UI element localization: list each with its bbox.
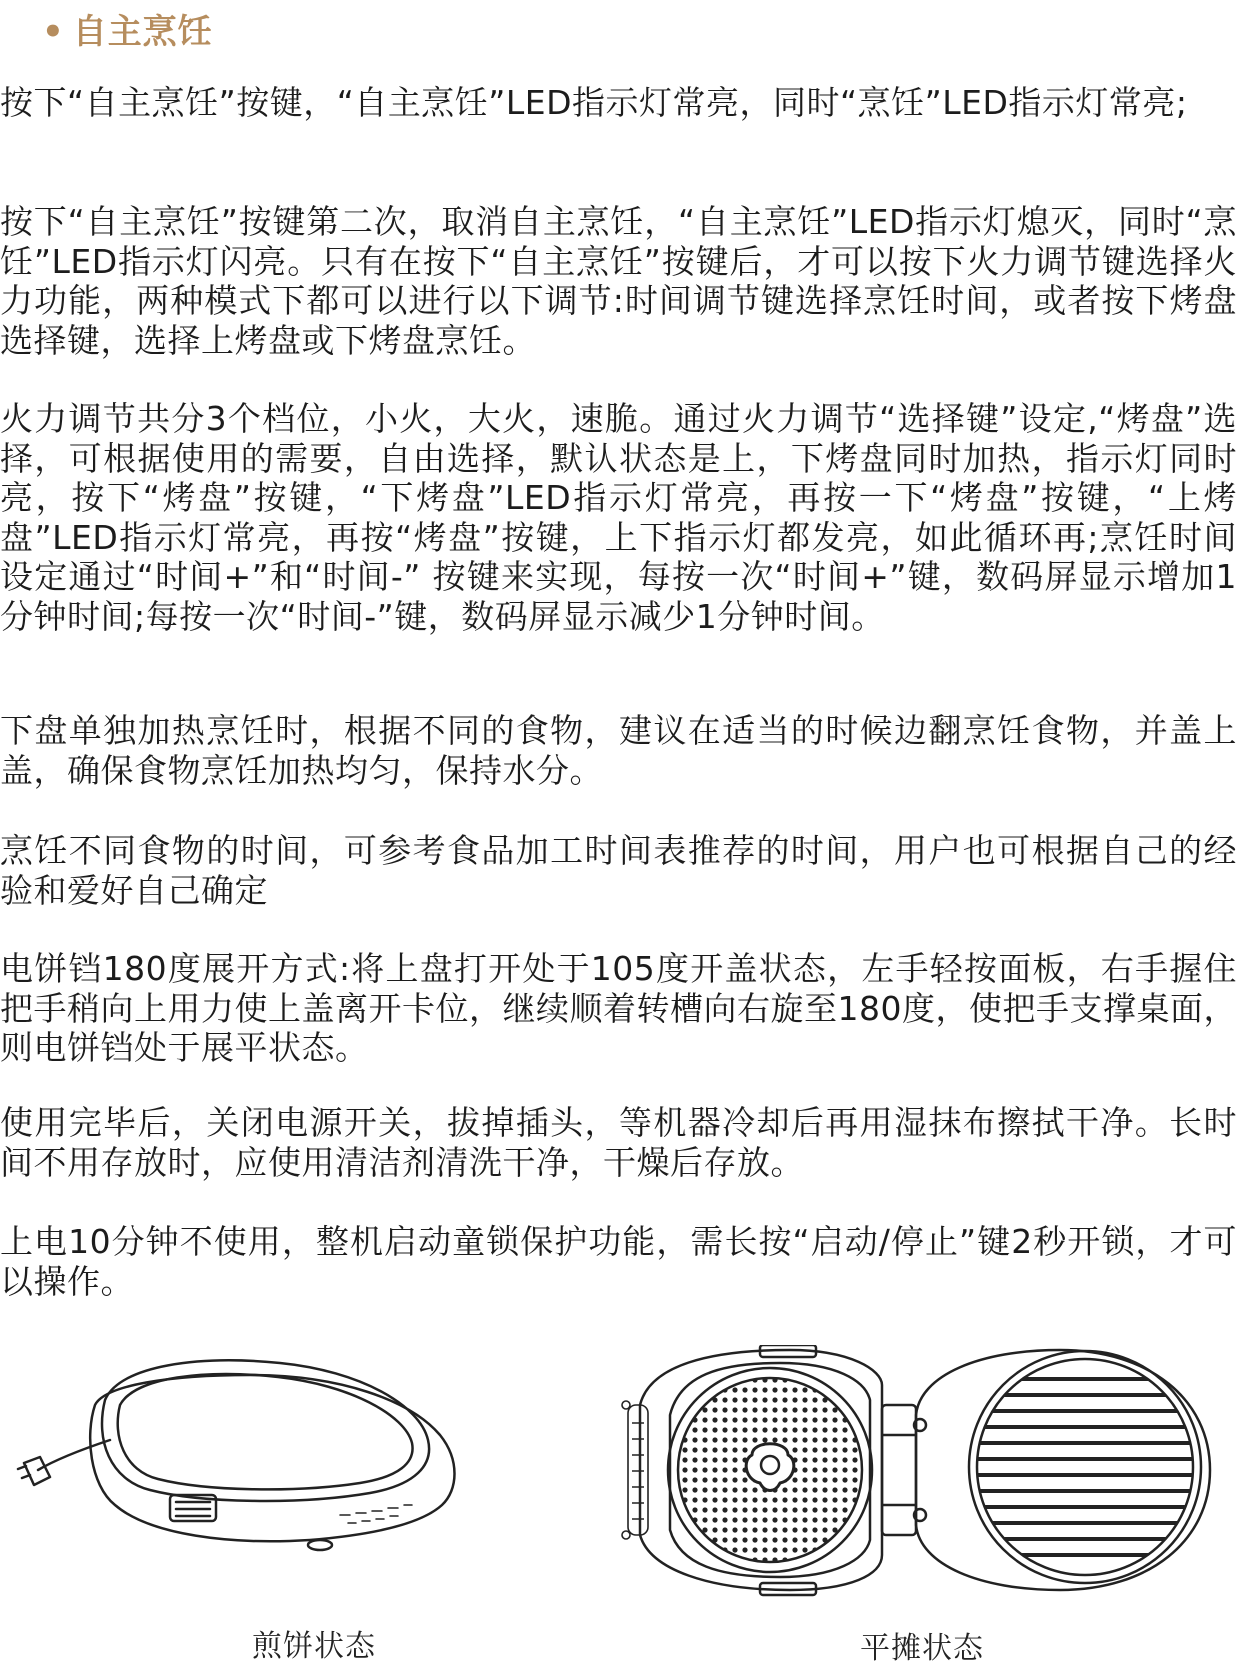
paragraph-8: 上电10分钟不使用，整机启动童锁保护功能，需长按“启动/停止”键2秒开锁，才可以操作。 (0, 1222, 1237, 1301)
paragraph-3: 火力调节共分3个档位，小火，大火，速脆。通过火力调节“选择键”设定,“烤盘”选择，可根据使用的需要，自由选择，默认状态是上，下烤盘同时加热，指示灯同时亮，按下“烤盘”按键，“下烤盘”LED指示灯常亮，再按一下“烤盘”按键，“上烤盘”LED指示灯常亮，再按“烤盘”按键，上下指示灯都发亮，如此循环再;烹饪时间 设定通过“时间+”和“时间-” 按键来实现，每按一次“时间+”键，数码屏显示增加1分钟时间;每按一次“时间-”键，数码屏显示减少1分钟时间。 (0, 399, 1237, 636)
paragraph-4: 下盘单独加热烹饪时，根据不同的食物，建议在适当的时候边翻烹饪食物，并盖上盖，确保食物烹饪加热均匀，保持水分。 (0, 711, 1237, 790)
figure-caption-open: 平摊状态 (860, 1631, 984, 1666)
paragraph-2: 按下“自主烹饪”按键第二次，取消自主烹饪，“自主烹饪”LED指示灯熄灭，同时“烹饪”LED指示灯闪亮。只有在按下“自主烹饪”按键后，才可以按下火力调节键选择火力功能，两种模式下都可以进行以下调节:时间调节键选择烹饪时间，或者按下烤盘选择键，选择上烤盘或下烤盘烹饪。 (0, 202, 1237, 360)
section-heading (42, 4, 213, 53)
paragraph-1: 按下“自主烹饪”按键，“自主烹饪”LED指示灯常亮，同时“烹饪”LED指示灯常亮; (0, 83, 1188, 122)
paragraph-6: 电饼铛180度展开方式:将上盘打开处于105度开盖状态，左手轻按面板，右手握住把手稍向上用力使上盖离开卡位，继续顺着转槽向右旋至180度，使把手支撑桌面，则电饼铛处于展平状态。 (0, 949, 1237, 1067)
open-grill-illustration (620, 1345, 1220, 1655)
bullet-marker: • (42, 12, 65, 52)
paragraph-7: 使用完毕后，关闭电源开关，拔掉插头，等机器冷却后再用湿抹布擦拭干净。长时间不用存放时，应使用清洁剂清洗干净，干燥后存放。 (0, 1103, 1237, 1182)
closed-grill-illustration (10, 1345, 490, 1645)
paragraph-5: 烹饪不同食物的时间，可参考食品加工时间表推荐的时间，用户也可根据自己的经验和爱好自己确定 (0, 831, 1237, 910)
figure-caption-closed: 煎饼状态 (252, 1629, 376, 1664)
section-title: 自主烹饪 (72, 12, 213, 52)
